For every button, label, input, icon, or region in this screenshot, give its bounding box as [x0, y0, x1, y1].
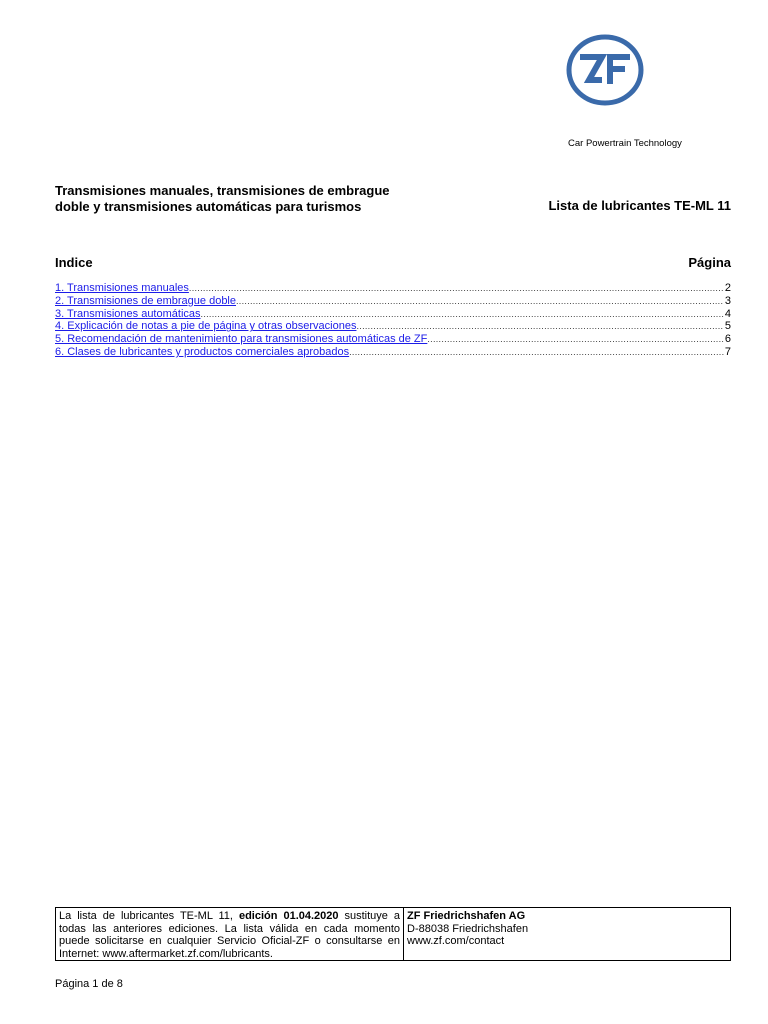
index-heading: Indice	[55, 255, 93, 270]
toc-link-transmisiones-manuales[interactable]: 1. Transmisiones manuales	[55, 282, 189, 294]
toc-leader-dots	[189, 282, 724, 295]
toc-page-number: 4	[724, 307, 731, 320]
toc-leader-dots	[427, 333, 724, 346]
toc-leader-dots	[236, 295, 724, 308]
table-of-contents	[55, 282, 731, 359]
company-website: www.zf.com/contact	[407, 935, 505, 947]
toc-leader-dots	[356, 320, 723, 333]
toc-page-number: 6	[724, 333, 731, 346]
tagline: Car Powertrain Technology	[568, 138, 682, 149]
page-number-footer: Página 1 de 8	[55, 978, 123, 990]
toc-item	[55, 295, 731, 308]
edition-notice-text-before: La lista de lubricantes TE-ML 11,	[59, 910, 239, 922]
toc-item	[55, 308, 731, 321]
edition-notice	[56, 908, 404, 960]
document-title-line-2: doble y transmisiones automáticas para turismos	[55, 199, 362, 214]
company-address: D-88038 Friedrichshafen	[407, 922, 529, 935]
zf-logo	[566, 34, 644, 106]
company-name: ZF Friedrichshafen AG	[407, 910, 526, 922]
list-title: Lista de lubricantes TE-ML 11	[548, 198, 731, 213]
toc-link-notas-observaciones[interactable]: 4. Explicación de notas a pie de página y otras observaciones	[55, 320, 357, 333]
company-contact	[404, 908, 730, 960]
toc-link-transmisiones-automaticas[interactable]: 3. Transmisiones automáticas	[55, 307, 201, 320]
notice-box	[55, 907, 731, 961]
toc-page-number: 2	[724, 282, 731, 294]
toc-item	[55, 333, 731, 346]
document-title	[55, 183, 390, 215]
toc-link-clases-lubricantes[interactable]: 6. Clases de lubricantes y productos comerciales aprobados	[55, 345, 350, 358]
toc-link-embrague-doble[interactable]: 2. Transmisiones de embrague doble	[55, 294, 236, 307]
toc-item	[55, 320, 731, 333]
toc-leader-dots	[201, 308, 724, 321]
toc-item	[55, 346, 731, 359]
toc-page-number: 5	[724, 320, 731, 333]
toc-page-number: 3	[724, 294, 731, 307]
document-title-line-1: Transmisiones manuales, transmisiones de embrague	[55, 183, 390, 198]
toc-leader-dots	[349, 346, 724, 359]
edition-date: edición 01.04.2020	[238, 910, 339, 922]
toc-link-recomendacion-mantenimiento[interactable]: 5. Recomendación de mantenimiento para transmisiones automáticas de ZF	[55, 333, 428, 346]
edition-notice-text-after: sustituye a todas las anteriores ediciones. La lista válida en cada momento puede solicitarse en cualquier Servicio Oficial-ZF o consultarse en Internet: www.aftermarket.zf.com/lubricants.	[59, 910, 400, 960]
toc-page-number: 7	[724, 345, 731, 358]
toc-item	[55, 282, 731, 295]
page-column-heading: Página	[688, 255, 731, 270]
